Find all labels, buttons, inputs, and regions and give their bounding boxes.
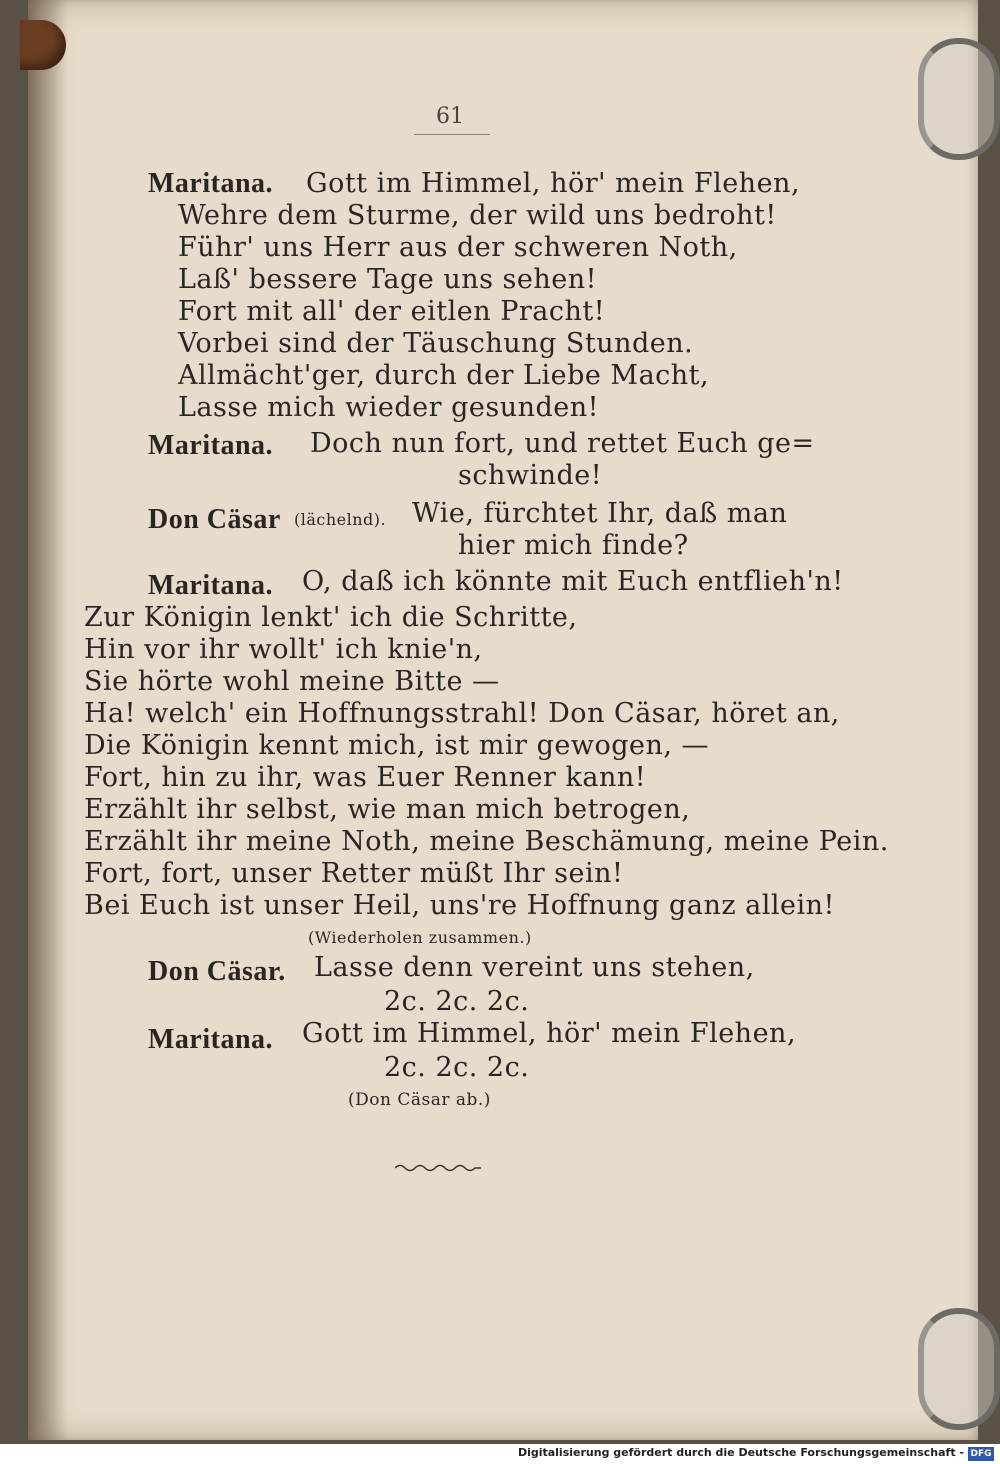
verse-line: Zur Königin lenkt' ich die Schritte,: [84, 602, 578, 633]
page-clip-top: [918, 38, 1000, 160]
page-number: 61: [436, 104, 464, 129]
speaker-maritana: Maritana.: [148, 168, 274, 199]
verse-line: Hin vor ihr wollt' ich knie'n,: [84, 634, 483, 665]
speaker-don-caesar: Don Cäsar: [148, 504, 281, 535]
verse-line: schwinde!: [458, 460, 603, 491]
verse-line: Lasse mich wieder gesunden!: [178, 392, 600, 423]
speaker-maritana: Maritana.: [148, 430, 274, 461]
verse-line: Fort, fort, unser Retter müßt Ihr sein!: [84, 858, 624, 889]
stage-direction: (lächelnd).: [294, 510, 387, 529]
verse-line: Gott im Himmel, hör' mein Flehen,: [306, 168, 801, 199]
verse-line: Ha! welch' ein Hoffnungsstrahl! Don Cäsar, höret an,: [84, 698, 840, 729]
verse-line: Sie hörte wohl meine Bitte —: [84, 666, 500, 697]
verse-line: Lasse denn vereint uns stehen,: [314, 952, 755, 983]
verse-line: 2c. 2c. 2c.: [384, 986, 530, 1017]
verse-line: Führ' uns Herr aus der schweren Noth,: [178, 232, 738, 263]
gutter-shadow: [28, 0, 68, 1440]
stage-direction: (Don Cäsar ab.): [348, 1090, 491, 1110]
verse-line: Fort, hin zu ihr, was Euer Renner kann!: [84, 762, 647, 793]
page-clip-bottom: [918, 1308, 1000, 1430]
ornament-divider: [395, 1162, 481, 1174]
book-page: [28, 0, 978, 1440]
stage-direction: (Wiederholen zusammen.): [308, 928, 532, 947]
verse-line: Vorbei sind der Täuschung Stunden.: [178, 328, 694, 359]
speaker-don-caesar: Don Cäsar.: [148, 956, 286, 987]
speaker-maritana: Maritana.: [148, 1024, 274, 1055]
verse-line: Bei Euch ist unser Heil, uns're Hoffnung ganz allein!: [84, 890, 835, 921]
verse-line: Erzählt ihr selbst, wie man mich betrogen,: [84, 794, 691, 825]
verse-line: O, daß ich könnte mit Euch entflieh'n!: [302, 566, 844, 597]
verse-line: 2c. 2c. 2c.: [384, 1052, 530, 1083]
verse-line: Laß' bessere Tage uns sehen!: [178, 264, 597, 295]
footer-credit: Digitalisierung gefördert durch die Deutsche Forschungsgemeinschaft -: [517, 1446, 964, 1459]
verse-line: Allmächt'ger, durch der Liebe Macht,: [178, 360, 710, 391]
speaker-maritana: Maritana.: [148, 570, 274, 601]
footer-bar: [0, 1444, 1000, 1464]
verse-line: Fort mit all' der eitlen Pracht!: [178, 296, 606, 327]
verse-line: Wehre dem Sturme, der wild uns bedroht!: [178, 200, 777, 231]
verse-line: Doch nun fort, und rettet Euch ge=: [310, 428, 815, 459]
verse-line: Wie, fürchtet Ihr, daß man: [412, 498, 788, 529]
verse-line: Gott im Himmel, hör' mein Flehen,: [302, 1018, 797, 1049]
page-number-rule: [414, 134, 490, 135]
dfg-logo: DFG: [968, 1447, 994, 1461]
verse-line: Die Königin kennt mich, ist mir gewogen, —: [84, 730, 710, 761]
verse-line: Erzählt ihr meine Noth, meine Beschämung, meine Pein.: [84, 826, 889, 857]
verse-line: hier mich finde?: [458, 530, 689, 561]
